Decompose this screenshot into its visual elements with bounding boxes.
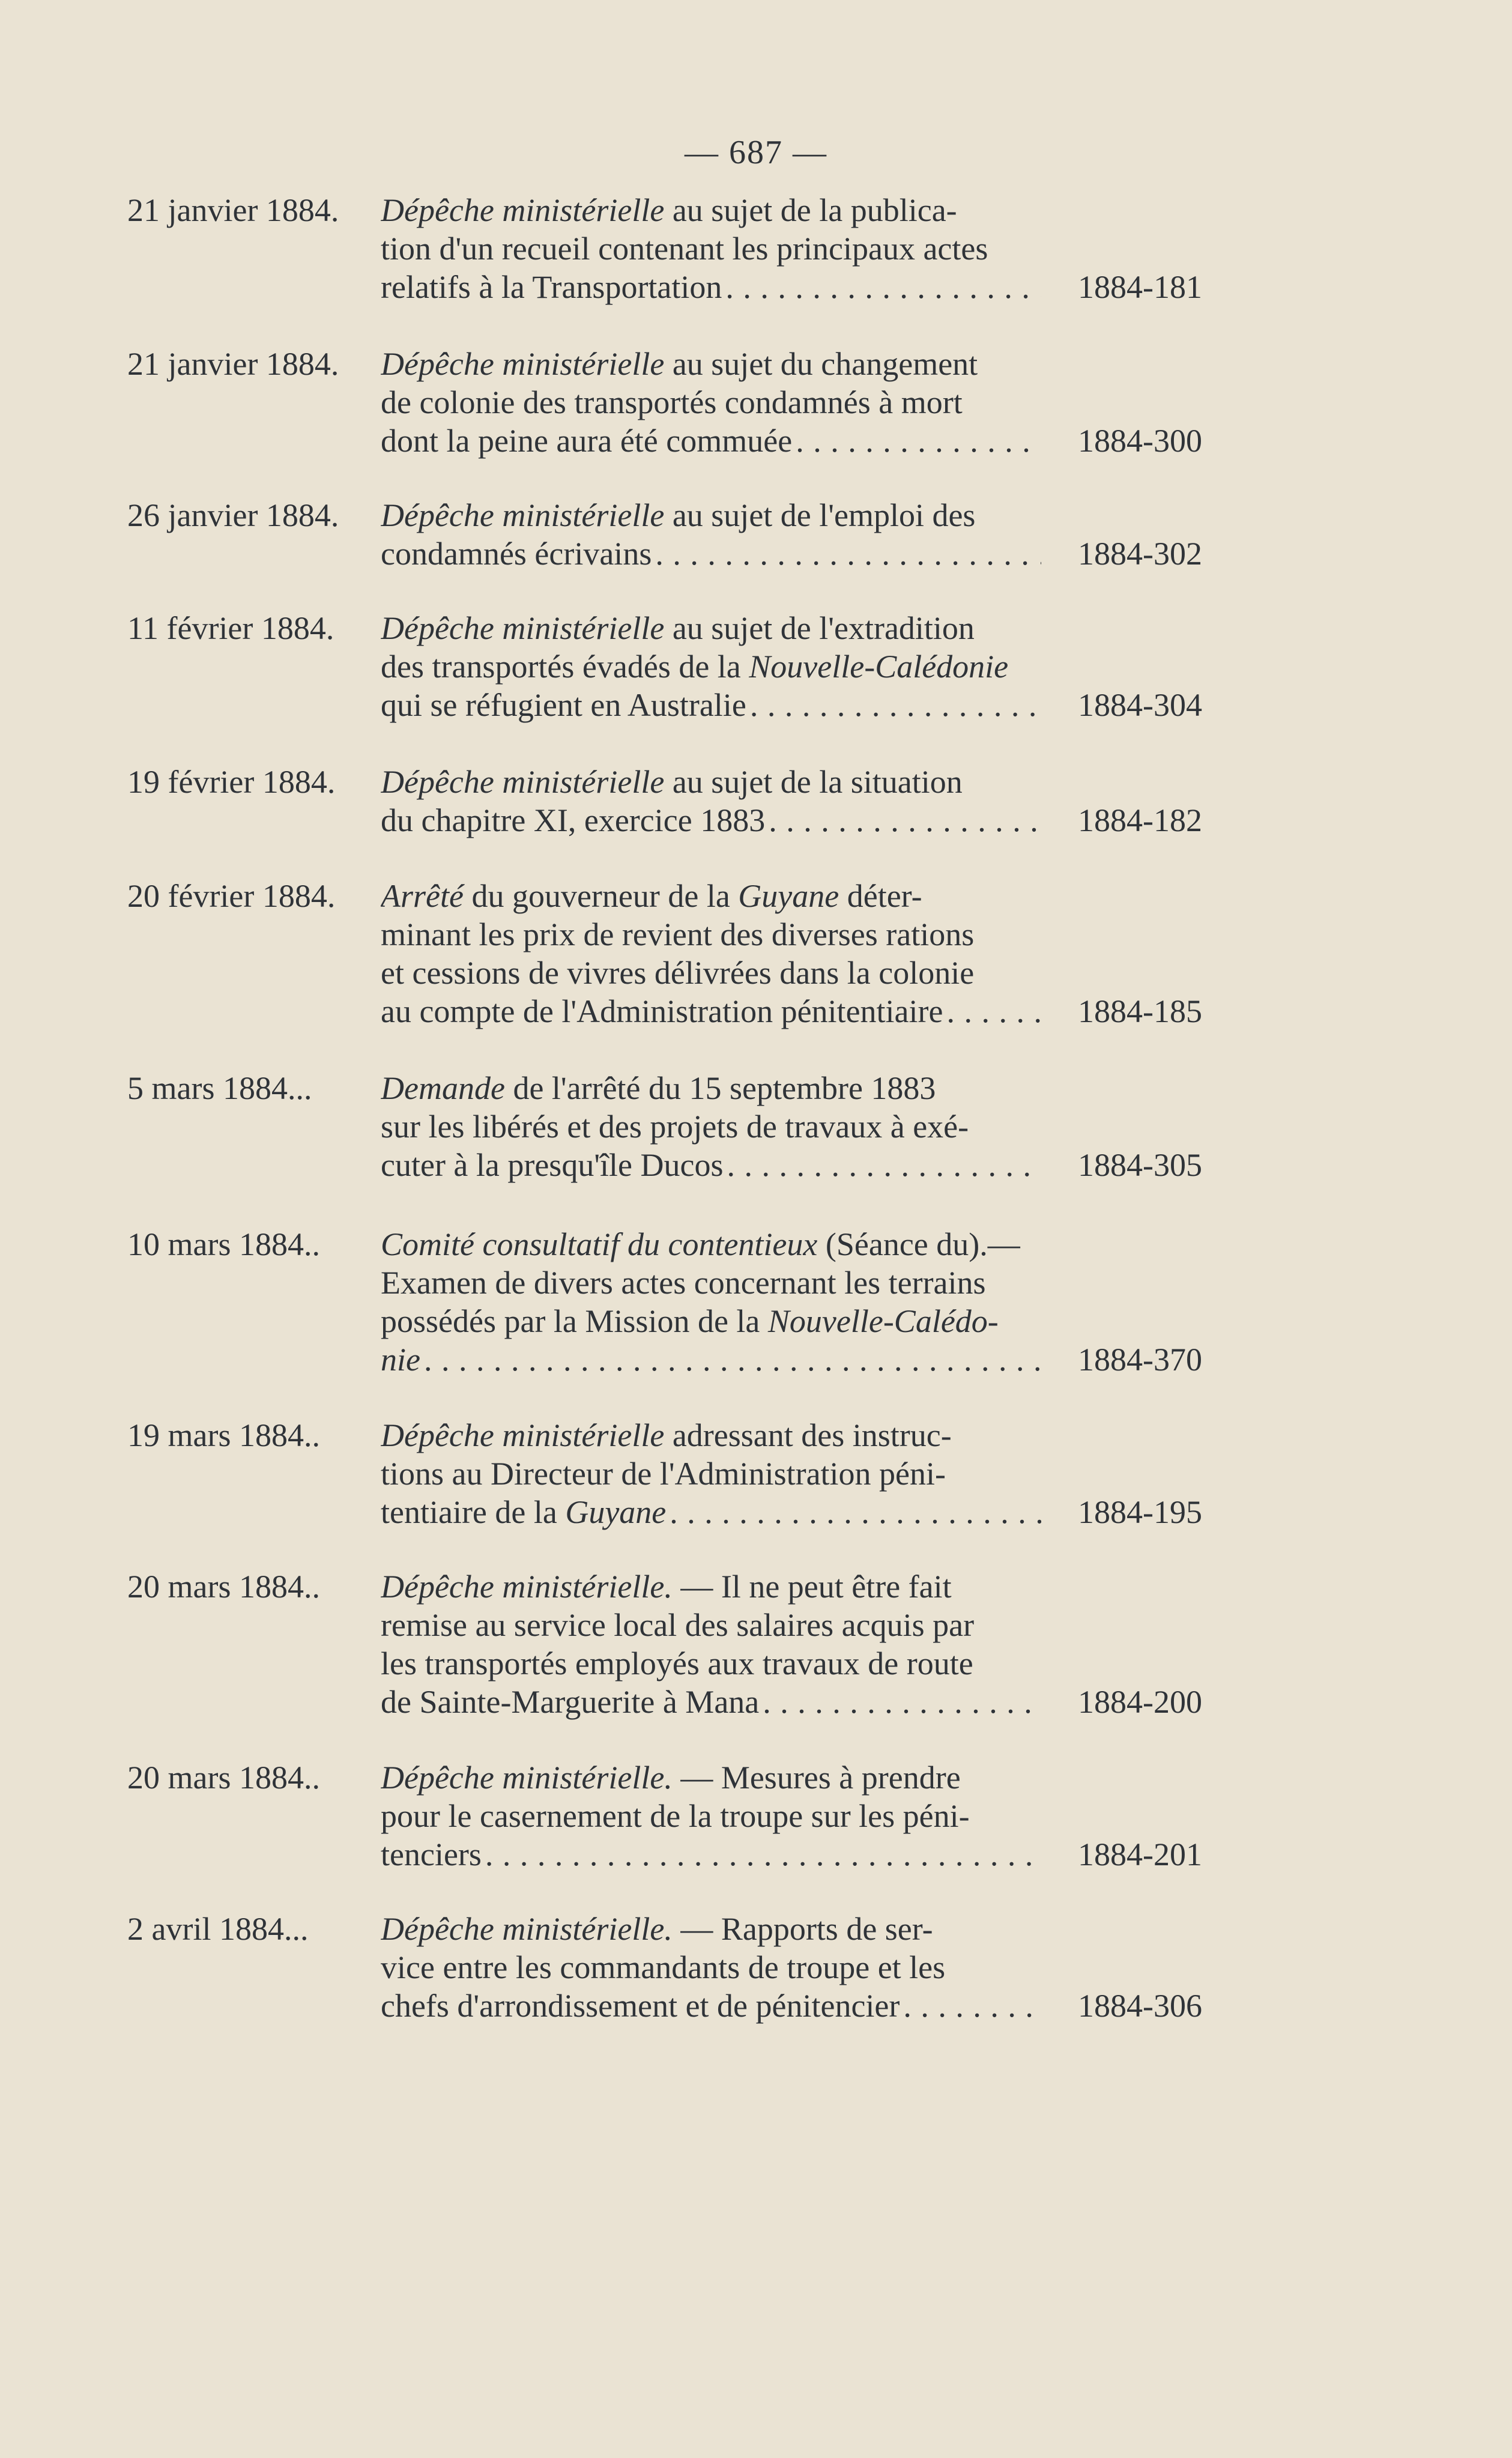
line-text: de colonie des transportés condamnés à mort bbox=[381, 384, 963, 420]
dot-leader bbox=[725, 268, 1041, 306]
entry-description bbox=[381, 1567, 1041, 1721]
line-text: des transportés évadés de la bbox=[381, 649, 749, 685]
entry-date: 26 janvier 1884. bbox=[127, 497, 339, 533]
dot-leader bbox=[796, 422, 1041, 460]
description-line bbox=[381, 1107, 1041, 1146]
line-text: — Il ne peut être fait bbox=[672, 1569, 952, 1605]
italic-title: Dépêche ministérielle. bbox=[381, 1760, 673, 1796]
line-text: — Mesures à prendre bbox=[672, 1760, 961, 1796]
dot-leader bbox=[727, 1146, 1041, 1184]
italic-term: Guyane bbox=[738, 878, 839, 914]
entry-reference: 1884-300 bbox=[1078, 423, 1202, 459]
line-text: au sujet de la publica- bbox=[664, 192, 957, 228]
line-text: de l'arrêté du 15 septembre 1883 bbox=[504, 1070, 936, 1106]
line-text: Examen de divers actes concernant les terrains bbox=[381, 1265, 986, 1301]
dot-leader bbox=[769, 801, 1041, 840]
entry-reference: 1884-201 bbox=[1078, 1836, 1202, 1872]
italic-title: Arrêté bbox=[381, 878, 464, 914]
entry-reference: 1884-304 bbox=[1078, 687, 1202, 723]
description-line bbox=[381, 345, 1041, 383]
italic-title: Dépêche ministérielle bbox=[381, 346, 665, 382]
entry-description bbox=[381, 877, 1041, 1031]
description-line bbox=[381, 1264, 1041, 1302]
line-text: qui se réfugient en Australie bbox=[381, 687, 746, 723]
entry-date: 11 février 1884. bbox=[127, 610, 334, 646]
description-line bbox=[381, 1416, 1041, 1455]
italic-title: Dépêche ministérielle. bbox=[381, 1911, 673, 1947]
description-line bbox=[381, 268, 1041, 306]
line-text: adressant des instruc- bbox=[664, 1417, 952, 1453]
entry-date: 5 mars 1884... bbox=[127, 1070, 312, 1106]
italic-title: Dépêche ministérielle. bbox=[381, 1569, 673, 1605]
line-text: de Sainte-Marguerite à Mana bbox=[381, 1684, 760, 1720]
line-text: au sujet du changement bbox=[664, 346, 978, 382]
description-line bbox=[381, 877, 1041, 915]
line-text: du gouverneur de la bbox=[463, 878, 739, 914]
line-text: — Rapports de ser- bbox=[672, 1911, 933, 1947]
entry-reference: 1884-200 bbox=[1078, 1684, 1202, 1720]
entry-date: 19 février 1884. bbox=[127, 764, 336, 800]
line-text: dont la peine aura été commuée bbox=[381, 423, 793, 459]
description-line bbox=[381, 609, 1041, 647]
entry-date: 2 avril 1884... bbox=[127, 1911, 309, 1947]
entry-reference: 1884-195 bbox=[1078, 1494, 1202, 1530]
description-line bbox=[381, 1910, 1041, 1948]
entry-date: 20 février 1884. bbox=[127, 878, 336, 914]
description-line bbox=[381, 1606, 1041, 1644]
description-line bbox=[381, 496, 1041, 534]
italic-term: Guyane bbox=[565, 1494, 667, 1530]
line-text: tions au Directeur de l'Administration péni- bbox=[381, 1456, 946, 1492]
line-text: relatifs à la Transportation bbox=[381, 269, 722, 305]
italic-title: Demande bbox=[381, 1070, 505, 1106]
line-text: tentiaire de la bbox=[381, 1494, 566, 1530]
line-text: cuter à la presqu'île Ducos bbox=[381, 1147, 724, 1183]
description-line bbox=[381, 1567, 1041, 1606]
description-line bbox=[381, 534, 1041, 573]
line-text: au sujet de l'extradition bbox=[664, 610, 975, 646]
entry-description bbox=[381, 496, 1041, 573]
entry-date: 20 mars 1884.. bbox=[127, 1569, 320, 1605]
entry-date: 21 janvier 1884. bbox=[127, 192, 339, 228]
entry-reference: 1884-306 bbox=[1078, 1988, 1202, 2024]
description-line bbox=[381, 1797, 1041, 1835]
entry-reference: 1884-185 bbox=[1078, 993, 1202, 1029]
entry-description bbox=[381, 1758, 1041, 1874]
italic-title: nie bbox=[381, 1342, 420, 1378]
line-text: du chapitre XI, exercice 1883 bbox=[381, 802, 766, 838]
description-line bbox=[381, 954, 1041, 992]
line-text: minant les prix de revient des diverses rations bbox=[381, 916, 975, 952]
line-text: déter- bbox=[839, 878, 922, 914]
dot-leader bbox=[763, 1683, 1041, 1721]
entry-reference: 1884-182 bbox=[1078, 802, 1202, 838]
entry-date: 21 janvier 1884. bbox=[127, 346, 339, 382]
line-text: tion d'un recueil contenant les principaux actes bbox=[381, 231, 988, 267]
italic-title: Dépêche ministérielle bbox=[381, 192, 665, 228]
entry-description bbox=[381, 763, 1041, 840]
line-text: possédés par la Mission de la bbox=[381, 1303, 768, 1339]
page-number: — 687 — bbox=[685, 134, 827, 171]
description-line bbox=[381, 1302, 1041, 1340]
description-line bbox=[381, 801, 1041, 840]
description-line bbox=[381, 1225, 1041, 1264]
dot-leader bbox=[655, 534, 1041, 573]
description-line bbox=[381, 1146, 1041, 1184]
italic-title: Dépêche ministérielle bbox=[381, 497, 665, 533]
entry-description bbox=[381, 1910, 1041, 2025]
description-line bbox=[381, 1644, 1041, 1683]
line-text: et cessions de vivres délivrées dans la colonie bbox=[381, 955, 975, 991]
entry-reference: 1884-305 bbox=[1078, 1147, 1202, 1183]
italic-title: Dépêche ministérielle bbox=[381, 1417, 665, 1453]
line-text: (Séance du).— bbox=[817, 1226, 1020, 1262]
line-text: vice entre les commandants de troupe et les bbox=[381, 1949, 946, 1985]
dot-leader bbox=[750, 686, 1041, 724]
description-line bbox=[381, 1069, 1041, 1107]
line-text: au sujet de la situation bbox=[664, 764, 963, 800]
entry-reference: 1884-181 bbox=[1078, 269, 1202, 305]
description-line bbox=[381, 647, 1041, 686]
dot-leader bbox=[424, 1340, 1041, 1379]
line-text: condamnés écrivains bbox=[381, 536, 652, 572]
italic-title: Dépêche ministérielle bbox=[381, 610, 665, 646]
entry-description bbox=[381, 345, 1041, 460]
line-text: chefs d'arrondissement et de pénitencier bbox=[381, 1988, 900, 2024]
line-text: au compte de l'Administration pénitentiaire bbox=[381, 993, 943, 1029]
description-line bbox=[381, 1493, 1041, 1531]
description-line bbox=[381, 229, 1041, 268]
description-line bbox=[381, 915, 1041, 954]
description-line bbox=[381, 1987, 1041, 2025]
line-text: sur les libérés et des projets de travaux à exé- bbox=[381, 1109, 969, 1145]
description-line bbox=[381, 1455, 1041, 1493]
description-line bbox=[381, 191, 1041, 229]
italic-title: Dépêche ministérielle bbox=[381, 764, 665, 800]
dot-leader bbox=[946, 992, 1041, 1031]
entry-reference: 1884-302 bbox=[1078, 536, 1202, 572]
description-line bbox=[381, 1683, 1041, 1721]
italic-title: Comité consultatif du contentieux bbox=[381, 1226, 818, 1262]
description-line bbox=[381, 1340, 1041, 1379]
entry-date: 20 mars 1884.. bbox=[127, 1760, 320, 1796]
entry-description bbox=[381, 1416, 1041, 1531]
description-line bbox=[381, 686, 1041, 724]
description-line bbox=[381, 1948, 1041, 1987]
description-line bbox=[381, 383, 1041, 422]
entry-date: 19 mars 1884.. bbox=[127, 1417, 320, 1453]
entry-description bbox=[381, 609, 1041, 724]
dot-leader bbox=[670, 1493, 1041, 1531]
description-line bbox=[381, 1758, 1041, 1797]
line-text: remise au service local des salaires acquis par bbox=[381, 1607, 975, 1643]
italic-term: Nouvelle-Calédonie bbox=[749, 649, 1009, 685]
dot-leader bbox=[903, 1987, 1041, 2025]
line-text: au sujet de l'emploi des bbox=[664, 497, 976, 533]
entry-description bbox=[381, 191, 1041, 306]
entry-description bbox=[381, 1225, 1041, 1379]
description-line bbox=[381, 1835, 1041, 1874]
line-text: tenciers bbox=[381, 1836, 482, 1872]
description-line bbox=[381, 992, 1041, 1031]
entry-date: 10 mars 1884.. bbox=[127, 1226, 320, 1262]
entry-reference: 1884-370 bbox=[1078, 1342, 1202, 1378]
line-text: pour le casernement de la troupe sur les péni- bbox=[381, 1798, 970, 1834]
dot-leader bbox=[485, 1835, 1041, 1874]
entry-description bbox=[381, 1069, 1041, 1184]
description-line bbox=[381, 422, 1041, 460]
description-line bbox=[381, 763, 1041, 801]
italic-term: Nouvelle-Calédo- bbox=[767, 1303, 999, 1339]
line-text: les transportés employés aux travaux de route bbox=[381, 1645, 973, 1682]
